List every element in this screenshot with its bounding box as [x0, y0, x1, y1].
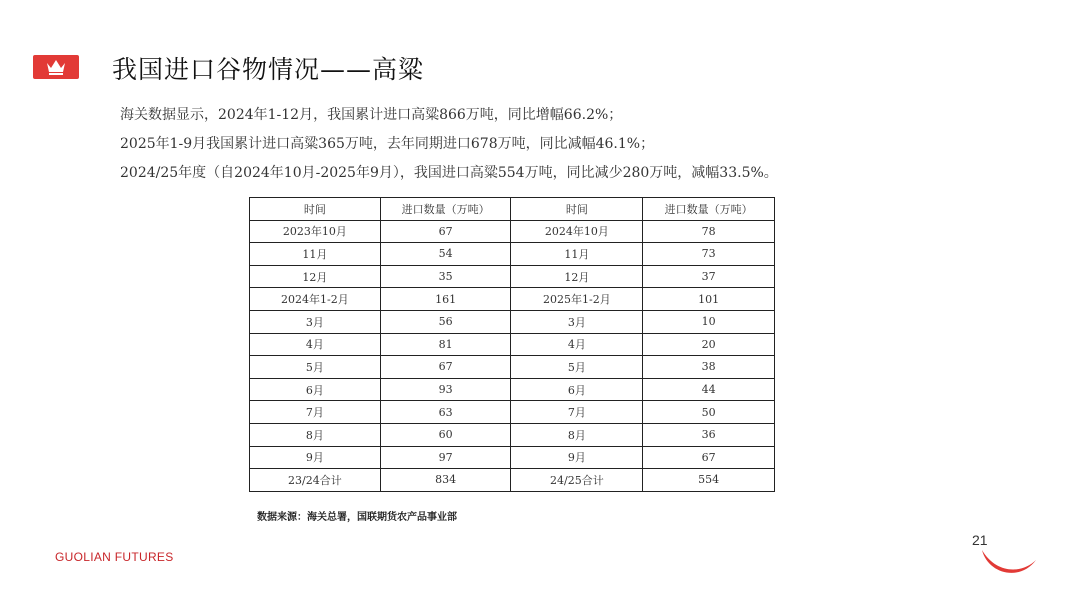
table-row: [250, 333, 775, 356]
header-time-left: 时间: [250, 198, 381, 221]
table-cell: 3月: [511, 310, 643, 333]
header-qty-left: 进口数量（万吨）: [380, 198, 511, 221]
table-row: [250, 288, 775, 311]
page-title: 我国进口谷物情况——高粱: [112, 55, 425, 84]
table-cell: 5月: [511, 356, 643, 379]
table-cell: 12月: [250, 265, 381, 288]
table-cell: 101: [643, 288, 775, 311]
table-cell: 35: [380, 265, 511, 288]
summary-line-1: 海关数据显示，2024年1-12月，我国累计进口高粱866万吨，同比增幅66.2%；: [120, 107, 623, 123]
header-qty-right: 进口数量（万吨）: [643, 198, 775, 221]
table-cell: 11月: [511, 243, 643, 266]
table-cell: 56: [380, 310, 511, 333]
table-cell: 161: [380, 288, 511, 311]
table-cell: 6月: [250, 378, 381, 401]
table-row: [250, 356, 775, 379]
table-total-row: [250, 469, 775, 492]
crown-icon: [45, 58, 67, 76]
table-cell: 24/25合计: [511, 469, 643, 492]
table-cell: 67: [380, 220, 511, 243]
table-cell: 67: [643, 446, 775, 469]
table-cell: 6月: [511, 378, 643, 401]
table-row: [250, 423, 775, 446]
table-cell: 9月: [511, 446, 643, 469]
page-number: 21: [972, 532, 988, 548]
data-source-note: 数据来源：海关总署，国联期货农产品事业部: [257, 512, 457, 523]
table-cell: 54: [380, 243, 511, 266]
import-table: [249, 197, 775, 492]
table-cell: 12月: [511, 265, 643, 288]
table-cell: 44: [643, 378, 775, 401]
table-cell: 5月: [250, 356, 381, 379]
table-cell: 4月: [511, 333, 643, 356]
table-cell: 9月: [250, 446, 381, 469]
summary-line-3: 2024/25年度（自2024年10月-2025年9月），我国进口高粱554万吨，同比减少280万吨，减幅33.5%。: [120, 165, 778, 181]
table-cell: 97: [380, 446, 511, 469]
swoosh-decoration-icon: [978, 540, 1040, 582]
table-cell: 23/24合计: [250, 469, 381, 492]
table-cell: 50: [643, 401, 775, 424]
table-cell: 63: [380, 401, 511, 424]
table-cell: 8月: [250, 423, 381, 446]
header-time-right: 时间: [511, 198, 643, 221]
table-cell: 7月: [511, 401, 643, 424]
table-cell: 2024年1-2月: [250, 288, 381, 311]
table-cell: 81: [380, 333, 511, 356]
logo-badge: [33, 55, 79, 79]
table-cell: 37: [643, 265, 775, 288]
table-cell: 2025年1-2月: [511, 288, 643, 311]
table-cell: 8月: [511, 423, 643, 446]
table-row: [250, 378, 775, 401]
table-row: [250, 446, 775, 469]
table-row: [250, 310, 775, 333]
table-cell: 2024年10月: [511, 220, 643, 243]
brand-wordmark: GUOLIAN FUTURES: [55, 550, 174, 564]
table-cell: 3月: [250, 310, 381, 333]
table-row: [250, 243, 775, 266]
table-cell: 67: [380, 356, 511, 379]
table-cell: 60: [380, 423, 511, 446]
table-header-row: [250, 198, 775, 221]
table-cell: 10: [643, 310, 775, 333]
table-cell: 7月: [250, 401, 381, 424]
table-cell: 20: [643, 333, 775, 356]
summary-line-2: 2025年1-9月我国累计进口高粱365万吨，去年同期进口678万吨，同比减幅46.1%；: [120, 136, 655, 152]
table-row: [250, 401, 775, 424]
table-row: [250, 220, 775, 243]
table-cell: 834: [380, 469, 511, 492]
table-row: [250, 265, 775, 288]
table-cell: 38: [643, 356, 775, 379]
table-cell: 36: [643, 423, 775, 446]
table-cell: 78: [643, 220, 775, 243]
table-cell: 93: [380, 378, 511, 401]
table-cell: 73: [643, 243, 775, 266]
table-cell: 554: [643, 469, 775, 492]
table-cell: 2023年10月: [250, 220, 381, 243]
table-cell: 4月: [250, 333, 381, 356]
table-cell: 11月: [250, 243, 381, 266]
